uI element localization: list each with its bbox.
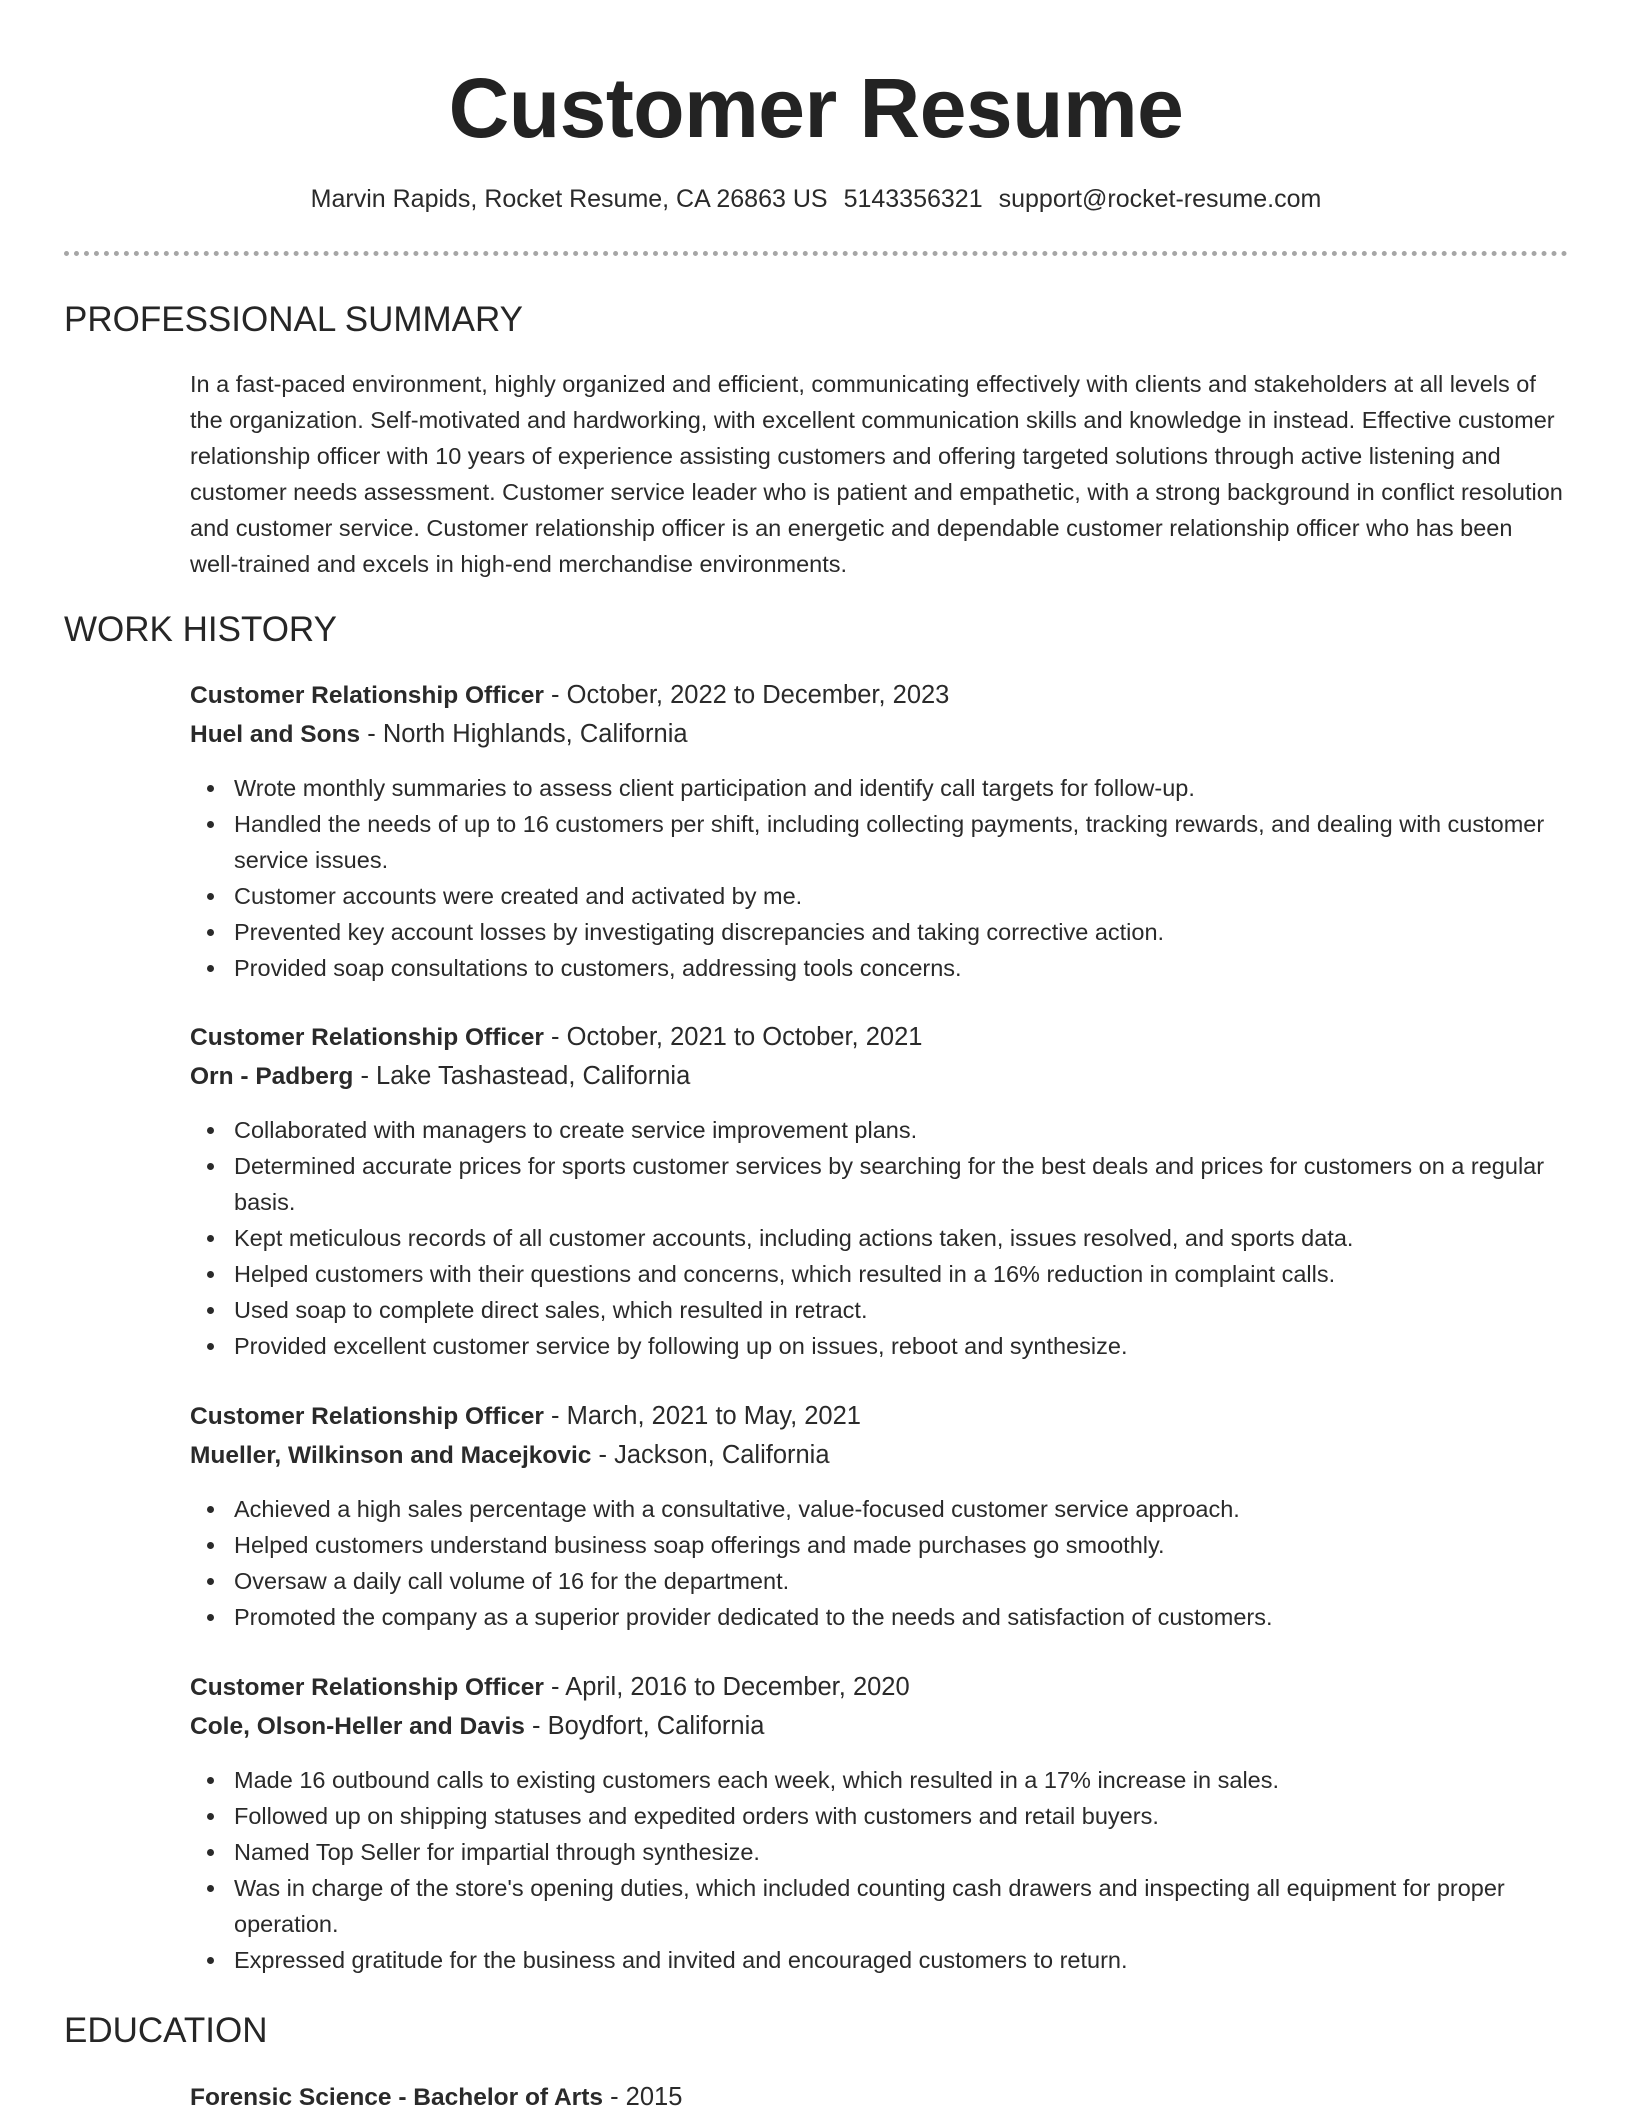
job-company-line (190, 715, 1565, 754)
contact-email[interactable]: support@rocket-resume.com (998, 185, 1322, 213)
job-bullet: Helped customers with their questions and concerns, which resulted in a 16% reduction in complaint calls. (190, 1256, 1565, 1292)
job-bullet: Provided soap consultations to customers, addressing tools concerns. (190, 950, 1565, 986)
job-company: Orn - Padberg (190, 1063, 354, 1090)
contact-phone: 5143356321 (843, 185, 983, 213)
job-company: Mueller, Wilkinson and Macejkovic (190, 1442, 592, 1469)
section-title-work: WORK HISTORY (64, 610, 337, 649)
job-entry (190, 1668, 1565, 1978)
job-bullet: Helped customers understand business soap offerings and made purchases go smoothly. (190, 1527, 1565, 1563)
job-bullet: Provided excellent customer service by following up on issues, reboot and synthesize. (190, 1328, 1565, 1364)
job-dates: - October, 2021 to October, 2021 (543, 1023, 923, 1051)
job-bullet: Prevented key account losses by investigating discrepancies and taking corrective action. (190, 914, 1565, 950)
job-entry (190, 1018, 1565, 1364)
job-company: Cole, Olson-Heller and Davis (190, 1713, 525, 1740)
education-year: - 2015 (603, 2083, 683, 2111)
job-title-line (190, 1668, 1565, 1707)
job-location: - Lake Tashastead, California (353, 1062, 691, 1090)
job-bullet: Promoted the company as a superior provider dedicated to the needs and satisfaction of customers. (190, 1599, 1565, 1635)
contact-address: Marvin Rapids, Rocket Resume, CA 26863 US (310, 185, 828, 213)
job-title-line (190, 1397, 1565, 1436)
job-dates: - October, 2022 to December, 2023 (543, 681, 950, 709)
header-divider (64, 251, 1568, 256)
section-title-summary: PROFESSIONAL SUMMARY (64, 300, 523, 339)
education-entry (190, 2078, 682, 2117)
job-bullet: Handled the needs of up to 16 customers per shift, including collecting payments, tracking rewards, and dealing with customer service issues. (190, 806, 1565, 878)
job-bullet: Wrote monthly summaries to assess client participation and identify call targets for follow-up. (190, 770, 1565, 806)
job-bullets (190, 770, 1565, 986)
job-bullets (190, 1762, 1565, 1978)
job-entry (190, 676, 1565, 986)
resume-title: Customer Resume (448, 61, 1184, 155)
education-degree: Forensic Science - Bachelor of Arts (190, 2084, 603, 2111)
job-company-line (190, 1707, 1565, 1746)
job-company-line (190, 1436, 1565, 1475)
job-bullet: Used soap to complete direct sales, which resulted in retract. (190, 1292, 1565, 1328)
job-location: - Jackson, California (591, 1441, 830, 1469)
job-title: Customer Relationship Officer (190, 1024, 544, 1051)
job-bullet: Customer accounts were created and activated by me. (190, 878, 1565, 914)
summary-text: In a fast-paced environment, highly organized and efficient, communicating effectively with clients and stakeholders at all levels of the organization. Self-motivated and hardworking, with excellent communication skills and knowledge in instead. Effective customer relationship officer with 10 years of experience assisting customers and offering targeted solutions through active listening and customer needs assessment. Customer service leader who is patient and empathetic, with a strong background in conflict resolution and customer service. Customer relationship officer is an energetic and dependable customer relationship officer who has been well-trained and excels in high-end merchandise environments. (190, 371, 1563, 577)
section-title-education: EDUCATION (64, 2011, 268, 2050)
job-bullet: Named Top Seller for impartial through synthesize. (190, 1834, 1565, 1870)
job-bullet: Collaborated with managers to create service improvement plans. (190, 1112, 1565, 1148)
job-location: - Boydfort, California (524, 1712, 765, 1740)
job-bullet: Oversaw a daily call volume of 16 for the department. (190, 1563, 1565, 1599)
job-title: Customer Relationship Officer (190, 682, 544, 709)
job-bullet: Kept meticulous records of all customer accounts, including actions taken, issues resolved, and sports data. (190, 1220, 1565, 1256)
job-bullet: Expressed gratitude for the business and invited and encouraged customers to return. (190, 1942, 1565, 1978)
job-title-line (190, 1018, 1565, 1057)
job-dates: - April, 2016 to December, 2020 (543, 1673, 910, 1701)
job-title-line (190, 676, 1565, 715)
job-bullet: Was in charge of the store's opening duties, which included counting cash drawers and inspecting all equipment for proper operation. (190, 1870, 1565, 1942)
job-bullet: Determined accurate prices for sports customer services by searching for the best deals and prices for customers on a regular basis. (190, 1148, 1565, 1220)
job-bullet: Made 16 outbound calls to existing customers each week, which resulted in a 17% increase in sales. (190, 1762, 1565, 1798)
job-title: Customer Relationship Officer (190, 1403, 544, 1430)
job-title: Customer Relationship Officer (190, 1674, 544, 1701)
job-company-line (190, 1057, 1565, 1096)
job-bullets (190, 1112, 1565, 1364)
job-location: - North Highlands, California (360, 720, 688, 748)
job-entry (190, 1397, 1565, 1635)
job-dates: - March, 2021 to May, 2021 (543, 1402, 861, 1430)
job-bullet: Achieved a high sales percentage with a consultative, value-focused customer service approach. (190, 1491, 1565, 1527)
job-bullet: Followed up on shipping statuses and expedited orders with customers and retail buyers. (190, 1798, 1565, 1834)
job-bullets (190, 1491, 1565, 1635)
job-company: Huel and Sons (190, 721, 361, 748)
contact-line (0, 182, 1632, 216)
